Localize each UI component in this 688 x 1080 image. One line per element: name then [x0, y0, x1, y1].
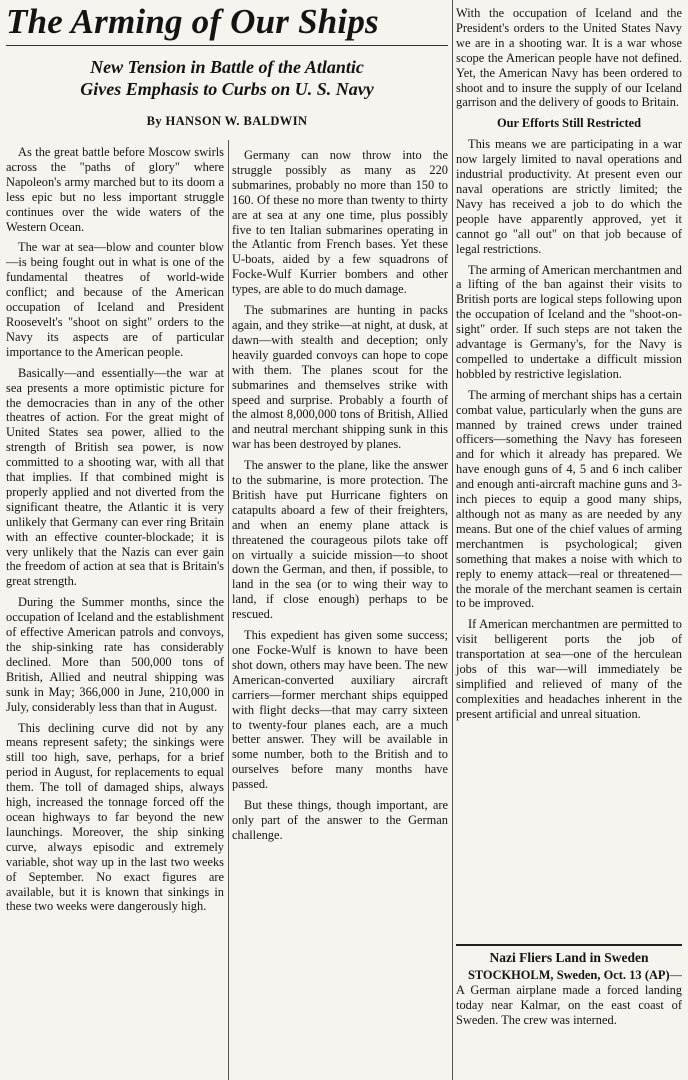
- paragraph: If American merchantmen are permitted to visit belligerent ports the job of transportation at sea—one of the herculean jobs of this war—will immediately be simplified and relieved of many of the complexities and headaches inherent in the present artificial and unreal situation.: [456, 617, 682, 721]
- column-divider-1: [228, 140, 229, 1080]
- paragraph: The arming of American merchantmen and a lifting of the ban against their visits to British ports are logical steps following upon the occupation of Iceland and the "shoot-on-sight" order. If such steps are not taken the advantage is Germany's, for the Navy is compelled to undertake a difficult mission hobbled by restrictive legislation.: [456, 262, 682, 381]
- brief-body: —A German airplane made a forced landing today near Kalmar, on the east coast of Sweden. The crew was interned.: [456, 968, 682, 1027]
- column-2: [232, 148, 448, 849]
- paragraph: This means we are participating in a war now largely limited to naval operations and industrial productivity. At present even our naval operations are strictly limited; the Navy has received a job to do which the people have apparently approved, yet it cannot go "all out" on that job because of legal restrictions.: [456, 137, 682, 256]
- paragraph: The arming of merchant ships has a certain combat value, particularly when the guns are manned by trained crews under trained officers—something the Navy has foreseen and for which it already has prepared. We have enough guns of 4, 5 and 6 inch caliber and enough anti-aircraft machine guns and 3-inch pieces to equip a good many ships, although not as many as are needed by any means. But one of the chief values of arming merchantmen is psychological; given something that makes a noise with which to reply to enemy attack—real or threatened—the morale of the merchant seamen is certain to be improved.: [456, 387, 682, 611]
- deck: [6, 56, 448, 100]
- headline: The Arming of Our Ships: [6, 2, 379, 41]
- deck-line-1: New Tension in Battle of the Atlantic: [90, 57, 364, 77]
- column-divider-2: [452, 0, 453, 1080]
- headline-rule: [6, 45, 448, 46]
- paragraph: With the occupation of Iceland and the President's orders to the United States Navy we are in a shooting war. It is a war whose scope the American people have not defined. Yet, the American Navy has been ordered to shoot and to insure the supply of our Iceland garrison and the delivery of goods to Britain.: [456, 6, 682, 110]
- brief-dateline: STOCKHOLM, Sweden, Oct. 13 (AP): [468, 968, 670, 982]
- paragraph: The war at sea—blow and counter blow—is being fought out in what is one of the fundamental theatres of world-wide conflict; and because of the American occupation of Iceland and President Roosevelt's "shoot on sight" orders to the Navy its aspects are of particular importance to the American people.: [6, 240, 224, 359]
- paragraph: The answer to the plane, like the answer to the submarine, is more protection. The British have put Hurricane fighters on catapults aboard a few of their freighters, and when an enemy plane attack is threatened the courageous pilots take off on virtually a suicide mission—to shoot down the German, and then, if possible, to land in the sea (or to wing their way to land, if close enough) perhaps to be rescued.: [232, 458, 448, 622]
- brief-title: Nazi Fliers Land in Sweden: [489, 950, 649, 965]
- paragraph: This declining curve did not by any means represent safety; the sinkings were still too high, save, perhaps, for a brief period in August, for replacements to equal them. The toll of damaged ships, always high, increased the tonnage forced off the ocean highways to far beyond the new launchings. Moreover, the ship sinking curve, always episodic and extremely variable, shot way up in the last two weeks of September. No exact figures are available, but it is known that sinkings in these two weeks were dangerously high.: [6, 720, 224, 914]
- article-header: [6, 2, 448, 129]
- paragraph: This expedient has given some success; one Focke-Wulf is known to have been shot down, others may have been. The new American-converted auxiliary aircraft carriers—former merchant ships equipped with flight decks—that may carry sixteen to twenty-four planes each, are a much better answer. They will be available in some number, both to the British and to ourselves before many months have passed.: [232, 628, 448, 792]
- column-3: [456, 6, 682, 728]
- paragraph: But these things, though important, are only part of the answer to the German challenge.: [232, 798, 448, 842]
- subheading: Our Efforts Still Restricted: [497, 116, 641, 131]
- news-brief-box: [456, 944, 682, 1028]
- paragraph: As the great battle before Moscow swirls across the "paths of glory" where Napoleon's army marched but to its doom a less epic but no less important struggle continues over the wide waters of the Western Ocean.: [6, 145, 224, 234]
- paragraph: Basically—and essentially—the war at sea presents a more optimistic picture for the democracies than in any of the other theatres of action. For the great might of United States sea power, allied to the strength of British sea power, is now committed to a shooting war, with all that that implies. If that combined might is properly applied and not diverted from the significant theatre, the Atlantic it is very unlikely that Germany can ever ring Britain with an effective counter-blockade; it is very unlikely that the Nazis can ever gain the freedom of action at sea that is Britain's great strength.: [6, 365, 224, 589]
- paragraph: The submarines are hunting in packs again, and they strike—at night, at dusk, at dawn—with stealth and deception; only heavily guarded convoys can hope to cope with them. The planes scout for the submarines and themselves strike with speed and surprise. Probably a fourth of the almost 8,000,000 tons of British, Allied and neutral merchant shipping sunk in this war has been destroyed by planes.: [232, 303, 448, 452]
- paragraph: During the Summer months, since the occupation of Iceland and the establishment of effective American patrols and convoys, the ship-sinking rate has considerably declined. More than 500,000 tons of British, Allied and neutral shipping was sunk in May; 366,000 in June, 210,000 in July, considerably less than that in August.: [6, 595, 224, 714]
- byline: By HANSON W. BALDWIN: [146, 114, 308, 128]
- column-1: [6, 145, 224, 920]
- brief-text: [456, 968, 682, 1028]
- paragraph: Germany can now throw into the struggle possibly as many as 220 submarines, probably no more than 150 to 160. Of these no more than twenty to thirty are at sea at any one time, plus possibly five to ten Italian submarines operating in the Atlantic from French bases. Yet these U-boats, aided by a few squadrons of Focke-Wulf Kurrier bombers and other types, are able to do much damage.: [232, 148, 448, 297]
- deck-line-2: Gives Emphasis to Curbs on U. S. Navy: [80, 79, 374, 99]
